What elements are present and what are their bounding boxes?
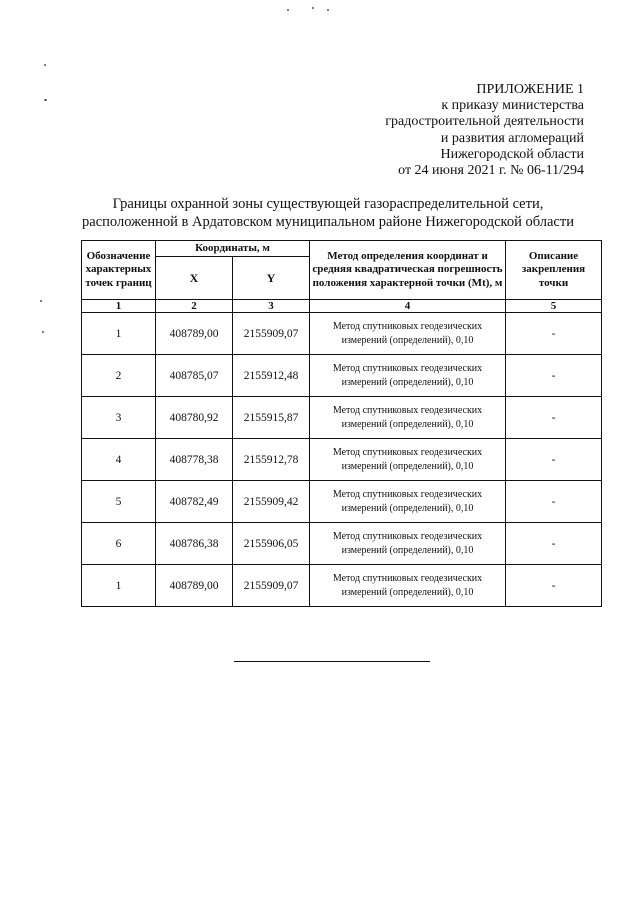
scan-speck: [44, 99, 47, 101]
point-label: 4: [82, 439, 156, 481]
coordinate-x: 408786,38: [156, 523, 233, 565]
header-coordinates: Координаты, м: [156, 241, 310, 257]
coordinate-y: 2155906,05: [233, 523, 310, 565]
fixing-description: -: [506, 523, 602, 565]
scan-speck: [44, 64, 46, 66]
fixing-description: -: [506, 481, 602, 523]
coordinate-y: 2155912,78: [233, 439, 310, 481]
appendix-agglomeration-line: и развития агломераций: [440, 130, 584, 146]
method-description: Метод спутниковых геодезических измерений (определений), 0,10: [310, 481, 506, 523]
appendix-title: ПРИЛОЖЕНИЕ 1: [476, 82, 584, 97]
table-row: [82, 565, 602, 607]
table-row: [82, 523, 602, 565]
coordinate-x: 408782,49: [156, 481, 233, 523]
coordinate-x: 408778,38: [156, 439, 233, 481]
column-number: 4: [310, 300, 506, 313]
method-description: Метод спутниковых геодезических измерений (определений), 0,10: [310, 439, 506, 481]
coordinate-y: 2155915,87: [233, 397, 310, 439]
table-row: [82, 313, 602, 355]
header-x: X: [156, 257, 233, 300]
coordinate-y: 2155912,48: [233, 355, 310, 397]
scan-speck: [42, 331, 44, 333]
appendix-date-line: от 24 июня 2021 г. № 06-11/294: [398, 163, 584, 179]
fixing-description: -: [506, 313, 602, 355]
table-row: [82, 397, 602, 439]
document-title: [60, 195, 596, 231]
coordinate-x: 408789,00: [156, 313, 233, 355]
table-row: [82, 439, 602, 481]
column-number: 1: [82, 300, 156, 313]
column-number: 3: [233, 300, 310, 313]
appendix-region-line: Нижегородской области: [440, 146, 584, 162]
point-label: 1: [82, 313, 156, 355]
coordinate-x: 408785,07: [156, 355, 233, 397]
header-y: Y: [233, 257, 310, 300]
scan-speck: [40, 300, 42, 302]
point-label: 1: [82, 565, 156, 607]
fixing-description: -: [506, 397, 602, 439]
column-number: 2: [156, 300, 233, 313]
fixing-description: -: [506, 439, 602, 481]
table-row: [82, 355, 602, 397]
coordinate-x: 408789,00: [156, 565, 233, 607]
point-label: 6: [82, 523, 156, 565]
method-description: Метод спутниковых геодезических измерений (определений), 0,10: [310, 355, 506, 397]
appendix-order-line: к приказу министерства: [441, 98, 584, 114]
point-label: 3: [82, 397, 156, 439]
fixing-description: -: [506, 565, 602, 607]
method-description: Метод спутниковых геодезических измерений (определений), 0,10: [310, 523, 506, 565]
coordinate-y: 2155909,42: [233, 481, 310, 523]
title-line-1: Границы охранной зоны существующей газораспределительной сети,: [112, 196, 544, 212]
end-divider-line: [234, 661, 430, 662]
header-method: Метод определения координат и средняя квадратическая погрешность положения характерной точки (Mt), м: [310, 241, 506, 300]
method-description: Метод спутниковых геодезических измерений (определений), 0,10: [310, 313, 506, 355]
method-description: Метод спутниковых геодезических измерений (определений), 0,10: [310, 397, 506, 439]
coordinates-table: [81, 240, 602, 607]
coordinate-x: 408780,92: [156, 397, 233, 439]
appendix-header: [385, 82, 584, 179]
scan-speck: [312, 7, 314, 9]
header-designation: Обозначение характерных точек границ: [82, 241, 156, 300]
fixing-description: -: [506, 355, 602, 397]
point-label: 5: [82, 481, 156, 523]
appendix-ministry-line: градостроительной деятельности: [385, 114, 584, 130]
method-description: Метод спутниковых геодезических измерений (определений), 0,10: [310, 565, 506, 607]
title-line-2: расположенной в Ардатовском муниципальном районе Нижегородской области: [82, 214, 574, 230]
scan-speck: [327, 9, 329, 11]
table-row: [82, 481, 602, 523]
point-label: 2: [82, 355, 156, 397]
column-number: 5: [506, 300, 602, 313]
scan-speck: [287, 9, 289, 11]
coordinate-y: 2155909,07: [233, 565, 310, 607]
coordinate-y: 2155909,07: [233, 313, 310, 355]
column-number-row: [82, 300, 602, 313]
header-description: Описание закрепления точки: [506, 241, 602, 300]
